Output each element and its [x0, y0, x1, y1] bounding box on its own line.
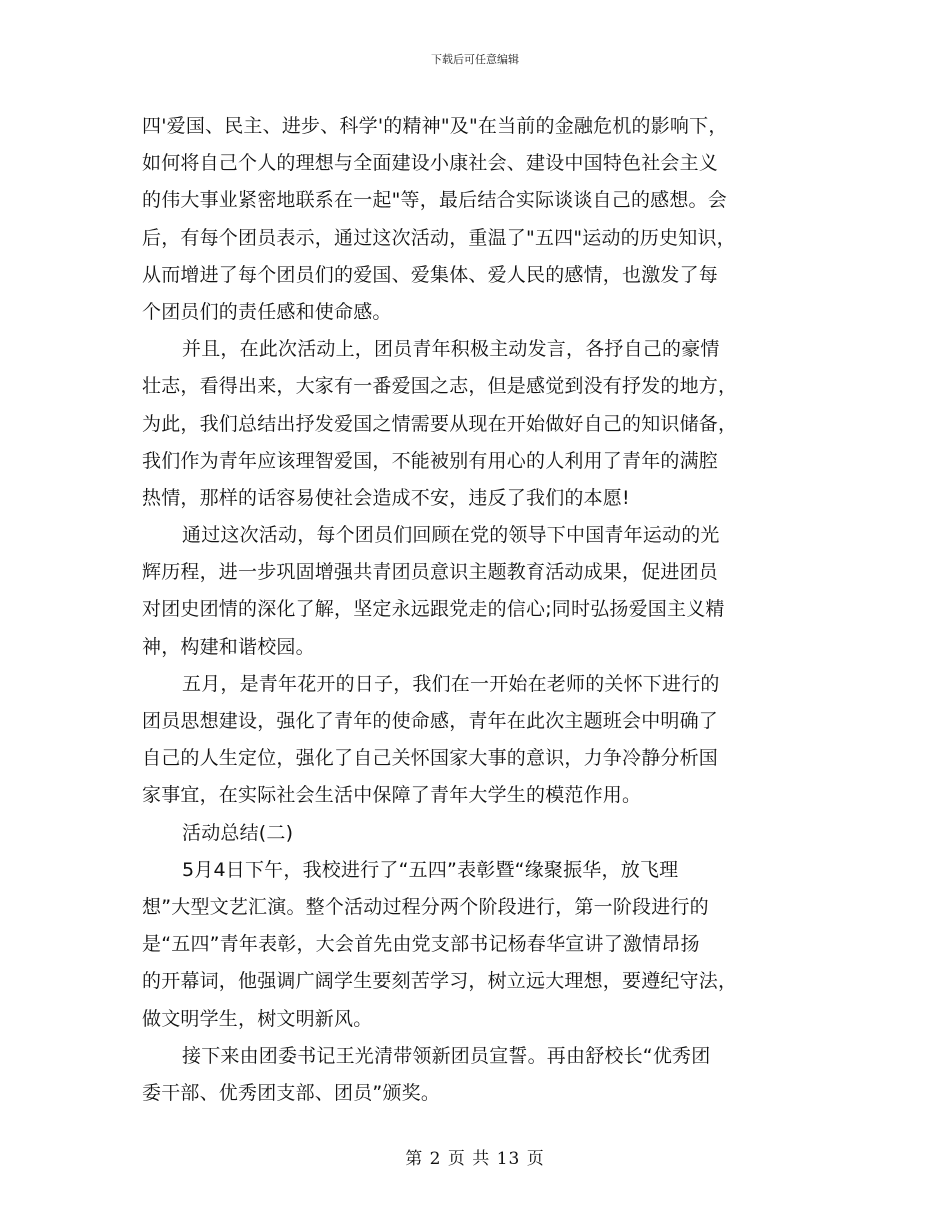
text-line: 团员思想建设，强化了青年的使命感，青年在此次主题班会中明确了: [142, 710, 719, 732]
text-line: 个团员们的责任感和使命感。: [142, 300, 392, 323]
text-line: 后，有每个团员表示，通过这次活动，重温了"五四"运动的历史知识，: [142, 226, 736, 249]
text-line: 热情，那样的话容易使社会造成不安，违反了我们的本愿!: [142, 486, 630, 509]
text-line: 自己的人生定位，强化了自己关怀国家大事的意识，力争冷静分析国: [142, 747, 719, 770]
paragraph-first-line: 通过这次活动，每个团员们回顾在党的领导下中国青年运动的光: [182, 524, 720, 547]
text-line: 的伟大事业紧密地联系在一起"等，最后结合实际谈谈自己的感想。会: [142, 189, 727, 212]
section-heading: 活动总结(二): [182, 821, 294, 844]
text-line: 我们作为青年应该理智爱国，不能被别有用心的人利用了青年的满腔: [142, 449, 719, 472]
text-line: 做文明学生，树文明新风。: [142, 1007, 373, 1030]
text-line: 神，构建和谐校园。: [142, 635, 315, 658]
text-line: 如何将自己个人的理想与全面建设小康社会、建设中国特色社会主义: [142, 152, 719, 175]
text-line: 壮志，看得出来，大家有一番爱国之志，但是感觉到没有抒发的地方，: [142, 375, 738, 398]
paragraph-first-line: 并且，在此次活动上，团员青年积极主动发言，各抒自己的豪情: [182, 338, 720, 361]
text-line: 从而增进了每个团员们的爱国、爱集体、爱人民的感情，也激发了每: [142, 263, 719, 286]
text-line: 的开幕词，他强调广阔学生要刻苦学习，树立远大理想，要遵纪守法，: [142, 970, 738, 993]
text-line: 是“五四”青年表彰，大会首先由党支部书记杨春华宣讲了激情昂扬: [142, 933, 700, 956]
text-line: 家事宜，在实际社会生活中保障了青年大学生的模范作用。: [142, 784, 642, 807]
text-line: 辉历程，进一步巩固增强共青团员意识主题教育活动成果，促进团员: [142, 561, 719, 584]
text-line: 四'爱国、民主、进步、科学'的精神"及"在当前的金融危机的影响下，: [142, 115, 728, 137]
page-header: 下载后可任意编辑: [431, 53, 519, 66]
paragraph-first-line: 五月，是青年花开的日子，我们在一开始在老师的关怀下进行的: [182, 672, 720, 695]
text-line: 对团史团情的深化了解，坚定永远跟党走的信心;同时弘扬爱国主义精: [142, 598, 725, 621]
text-line: 为此，我们总结出抒发爱国之情需要从现在开始做好自己的知识储备，: [142, 412, 738, 435]
paragraph-first-line: 5月4日下午，我校进行了“五四”表彰暨“缘聚振华，放飞理: [182, 858, 679, 881]
page-number: 第 2 页 共 13 页: [405, 1149, 545, 1169]
document-body: [142, 108, 810, 1112]
text-line: 想”大型文艺汇演。整个活动过程分两个阶段进行，第一阶段进行的: [142, 895, 709, 918]
paragraph-first-line: 接下来由团委书记王光清带领新团员宣誓。再由舒校长“优秀团: [182, 1044, 711, 1067]
text-line: 委干部、优秀团支部、团员”颁奖。: [142, 1081, 441, 1104]
